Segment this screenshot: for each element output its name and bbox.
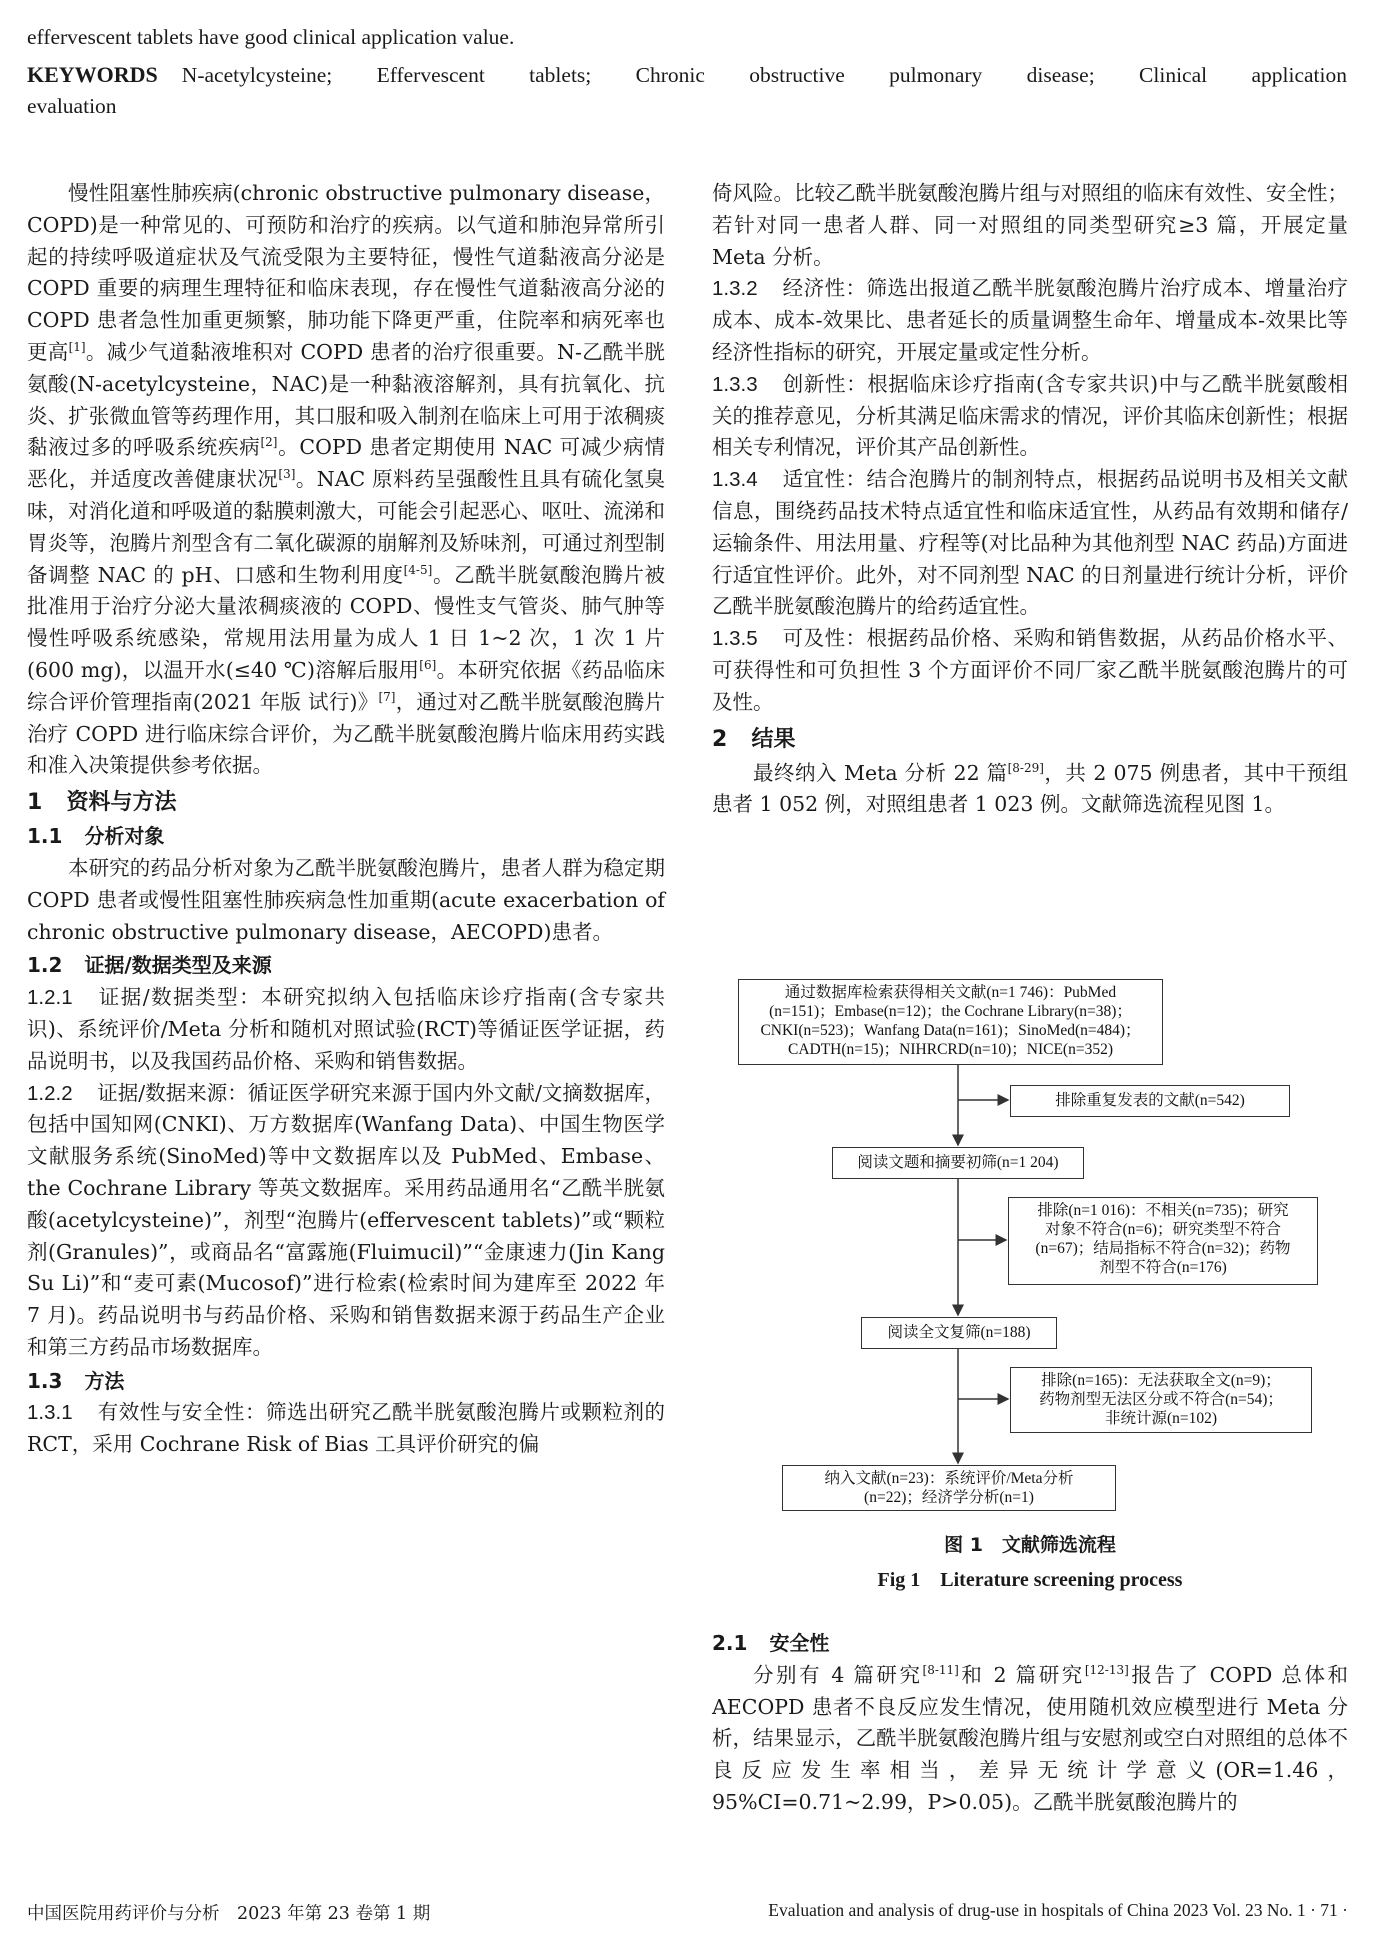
right-column [712,178,1348,821]
section-1-3-1-text [27,1397,665,1461]
intro-text-2: 。减少气道黏液堆积对 COPD 患者的治疗很重要。N-乙酰半胱氨酸(N-acetylcysteine，NAC)是一种黏液溶解剂，具有抗氧化、抗炎、扩张微血管等药理作用，其口服和吸入制剂在临床上可用于浓稠痰黏液过多的呼吸系统疾病 [27,339,665,460]
flow-text: 阅读全文复筛(n=188) [887,1324,1031,1341]
section-1-3-heading [27,1366,665,1398]
flow-text: (n=151)；Embase(n=12)；the Cochrane Library(n=38)； [769,1003,1132,1020]
footer-journal-cn: 中国医院用药评价与分析 2023 年第 23 卷第 1 期 [27,1904,431,1924]
section-title: 方法 [84,1368,125,1393]
subsection-number: 1.3.2 [712,277,758,301]
section-title: 结果 [751,726,796,752]
intro-text-1: 慢性阻塞性肺疾病(chronic obstructive pulmonary disease，COPD)是一种常见的、可预防和治疗的疾病。以气道和肺泡异常所引起的持续呼吸道症状及气流受限为主要特征，慢性气道黏液高分泌是 COPD 重要的病理生理特征和临床表现，存在慢性气道黏液高分泌的 COPD 患者急性加重更频繁，肺功能下降更严重，住院率和病死率也更高 [27,181,665,364]
subsection-text: 经济性：筛选出报道乙酰半胱氨酸泡腾片治疗成本、增量治疗成本、成本-效果比、患者延长的质量调整生命年、增量成本-效果比等经济性指标的研究，开展定量或定性分析。 [712,276,1348,364]
flow-text: 通过数据库检索获得相关文献(n=1 746)：PubMed [784,984,1117,1001]
section-2-heading [712,723,1348,756]
flow-box-search [738,979,1163,1065]
flow-text: 阅读文题和摘要初筛(n=1 204) [857,1154,1059,1171]
section-number: 2.1 [712,1631,748,1655]
flow-text: 纳入文献(n=23)：系统评价/Meta分析 [824,1470,1074,1487]
abstract-text: effervescent tablets have good clinical application value. [27,25,515,49]
figure-caption-cn: 图 1 文献筛选流程 [944,1534,1116,1556]
flow-text: (n=67)；结局指标不符合(n=32)；药物 [1035,1240,1291,1257]
citation[interactable]: [12-13] [1084,1662,1129,1677]
flow-box-title-abstract-screen [832,1147,1084,1179]
citation[interactable]: [7] [378,689,396,704]
flow-box-exclude-duplicates [1010,1085,1290,1117]
section-1-heading [27,786,665,819]
intro-paragraph [27,178,665,782]
keywords-line [27,60,1347,91]
figure-1-flowchart [738,975,1338,1515]
section-1-3-1-cont: 倚风险。比较乙酰半胱氨酸泡腾片组与对照组的临床有效性、安全性；若针对同一患者人群、同一对照组的同类型研究≥3 篇，开展定量 Meta 分析。 [712,181,1348,269]
keywords-label: KEYWORDS [27,62,158,87]
safety-text-1: 分别有 4 篇研究 [753,1662,923,1687]
flow-text: 排除重复发表的文献(n=542) [1055,1092,1245,1109]
section-1-3-5-text [712,623,1348,718]
subsection-number: 1.3.1 [27,1401,73,1425]
subsection-text: 创新性：根据临床诊疗指南(含专家共识)中与乙酰半胱氨酸相关的推荐意见，分析其满足临床需求的情况，评价其临床创新性；根据相关专利情况，评价其产品创新性。 [712,371,1348,460]
flow-text: 剂型不符合(n=176) [1099,1259,1227,1276]
section-1-3-4-text [712,464,1348,623]
subsection-text: 有效性与安全性：筛选出研究乙酰半胱氨酸泡腾片或颗粒剂的 RCT，采用 Cochrane Risk of Bias 工具评价研究的偏 [27,1400,665,1457]
flow-text: (n=22)；经济学分析(n=1) [864,1489,1034,1506]
keywords-block [27,60,1347,121]
flow-text: 非统计源(n=102) [1104,1410,1218,1427]
subsection-number: 1.3.5 [712,627,758,651]
section-2-1-heading [712,1628,1348,1660]
subsection-number: 1.2.2 [27,1081,73,1105]
flow-text: CADTH(n=15)；NIHRCRD(n=10)；NICE(n=352) [787,1041,1113,1058]
section-number: 1.1 [27,824,63,849]
section-2-1-text [712,1660,1348,1819]
flow-text: 排除(n=165)：无法获取全文(n=9)； [1041,1372,1281,1389]
intro-text-6: 。本研究依据《药品临床综合评价管理指南(2021 年版 试行)》 [27,657,665,714]
section-title: 证据/数据类型及来源 [84,953,272,978]
flow-text: 药物剂型无法区分或不符合(n=54)； [1039,1391,1283,1408]
safety-text-2: 和 2 篇研究 [958,1662,1085,1687]
section-1-2-1-text [27,982,665,1077]
citation[interactable]: [8-29] [1007,760,1044,775]
intro-text-5: 。乙酰半胱氨酸泡腾片被批准用于治疗分泌大量浓稠痰液的 COPD、慢性支气管炎、肺气肿等慢性呼吸系统感染，常规用法用量为成人 1 日 1~2 次，1 次 1 片(600 mg)，以温开水(≤40 ℃)溶解后服用 [27,562,665,682]
section-number: 1.2 [27,953,63,978]
section-1-3-2-text [712,273,1348,368]
keywords-text: N-acetylcysteine; Effervescent tablets; Chronic obstructive pulmonary disease; Clinical application [181,63,1347,87]
subsection-number: 1.3.4 [712,468,758,492]
safety-text-3: 报告了 COPD 总体和 AECOPD 患者不良反应发生情况，使用随机效应模型进行 Meta 分析，结果显示，乙酰半胱氨酸泡腾片组与安慰剂或空白对照组的总体不良反应发生率相当，差异无统计学意义(OR=1.46，95%CI=0.71~2.99，P>0.05)。乙酰半胱氨酸泡腾片的 [712,1662,1348,1814]
citation[interactable]: [8-11] [922,1662,959,1677]
subsection-text: 证据/数据来源：循证医学研究来源于国内外文献/文摘数据库，包括中国知网(CNKI)、万方数据库(Wanfang Data)、中国生物医学文献服务系统(SinoMed)等中文数据库以及 PubMed、Embase、the Cochrane Library 等英文数据库。采用药品通用名“乙酰半胱氨酸(acetylcysteine)”，剂型“泡腾片(effervescent tablets)”或“颗粒剂(Granules)”，或商品名“富露施(Fluimucil)”“金康速力(Jin Kang Su Li)”和“麦可素(Mucosof)”进行检索(检索时间为建库至 2022 年 7 月)。药品说明书与药品价格、采购和销售数据来源于药品生产企业和第三方药品市场数据库。 [27,1080,665,1359]
section-2-text [712,758,1348,822]
flow-box-fulltext-screen [861,1317,1057,1349]
section-title: 分析对象 [84,824,165,849]
citation[interactable]: [1] [68,339,86,354]
flow-text: 排除(n=1 016)：不相关(n=735)；研究 [1037,1202,1289,1219]
flow-text: CNKI(n=523)；Wanfang Data(n=161)；SinoMed(n=484)； [760,1022,1141,1039]
citation[interactable]: [6] [419,657,437,672]
section-1-3-3-text [712,369,1348,464]
flow-text: 对象不符合(n=6)；研究类型不符合 [1044,1221,1282,1238]
section-number: 2 [712,726,728,752]
figure-caption-en: Fig 1 Literature screening process [877,1569,1183,1591]
citation[interactable]: [3] [278,467,296,482]
keywords-text-cont: evaluation [27,93,117,118]
section-1-2-heading [27,950,665,982]
section-number: 1 [27,790,43,816]
subsection-text: 适宜性：结合泡腾片的制剂特点，根据药品说明书及相关文献信息，围绕药品技术特点适宜性和临床适宜性，从药品有效期和储存/运输条件、用法用量、疗程等(对比品种为其他剂型 NAC 药品)方面进行适宜性评价。此外，对不同剂型 NAC 的日剂量进行统计分析，评价乙酰半胱氨酸泡腾片的给药适宜性。 [712,467,1348,619]
results-text-2: ，共 2 075 例患者，其中干预组患者 1 052 例，对照组患者 1 023 例。文献筛选流程见图 1。 [712,760,1348,817]
citation[interactable]: [2] [260,435,278,450]
flow-box-exclude-fulltext [1010,1367,1312,1433]
section-1-2-2-text [27,1078,665,1364]
section-1-1-text: 本研究的药品分析对象为乙酰半胱氨酸泡腾片，患者人群为稳定期 COPD 患者或慢性阻塞性肺疾病急性加重期(acute exacerbation of chronic obstructive pulmonary disease，AECOPD)患者。 [27,855,665,944]
intro-text-3: 。COPD 患者定期使用 NAC 可减少病情恶化，并适度改善健康状况 [27,435,665,492]
section-2-1 [712,1626,1348,1819]
left-column [27,178,665,1461]
flow-box-exclude-screen [1008,1197,1318,1285]
section-title: 安全性 [769,1631,830,1655]
abstract-end [27,22,1347,53]
citation[interactable]: [4-5] [403,562,433,577]
intro-text-7: ，通过对乙酰半胱氨酸泡腾片治疗 COPD 进行临床综合评价，为乙酰半胱氨酸泡腾片临床用药实践和准入决策提供参考依据。 [27,689,665,778]
subsection-number: 1.2.1 [27,986,73,1010]
section-title: 资料与方法 [66,790,177,816]
subsection-number: 1.3.3 [712,372,758,396]
intro-text-4: 。NAC 原料药呈强酸性且具有硫化氢臭味，对消化道和呼吸道的黏膜刺激大，可能会引起恶心、呕吐、流涕和胃炎等，泡腾片剂型含有二氧化碳源的崩解剂及矫味剂，可通过剂型制备调整 NAC 的 pH、口感和生物利用度 [27,467,666,587]
results-text-1: 最终纳入 Meta 分析 22 篇 [753,760,1008,785]
subsection-text: 证据/数据类型：本研究拟纳入包括临床诊疗指南(含专家共识)、系统评价/Meta 分析和随机对照试验(RCT)等循证医学证据，药品说明书，以及我国药品价格、采购和销售数据。 [27,985,665,1073]
footer-journal-en: Evaluation and analysis of drug-use in hospitals of China 2023 Vol. 23 No. 1 · 71 · [768,1900,1348,1920]
section-number: 1.3 [27,1368,63,1393]
section-1-1-heading [27,821,665,853]
flow-box-included [782,1465,1116,1511]
subsection-text: 可及性：根据药品价格、采购和销售数据，从药品价格水平、可获得性和可负担性 3 个方面评价不同厂家乙酰半胱氨酸泡腾片的可及性。 [712,626,1348,714]
